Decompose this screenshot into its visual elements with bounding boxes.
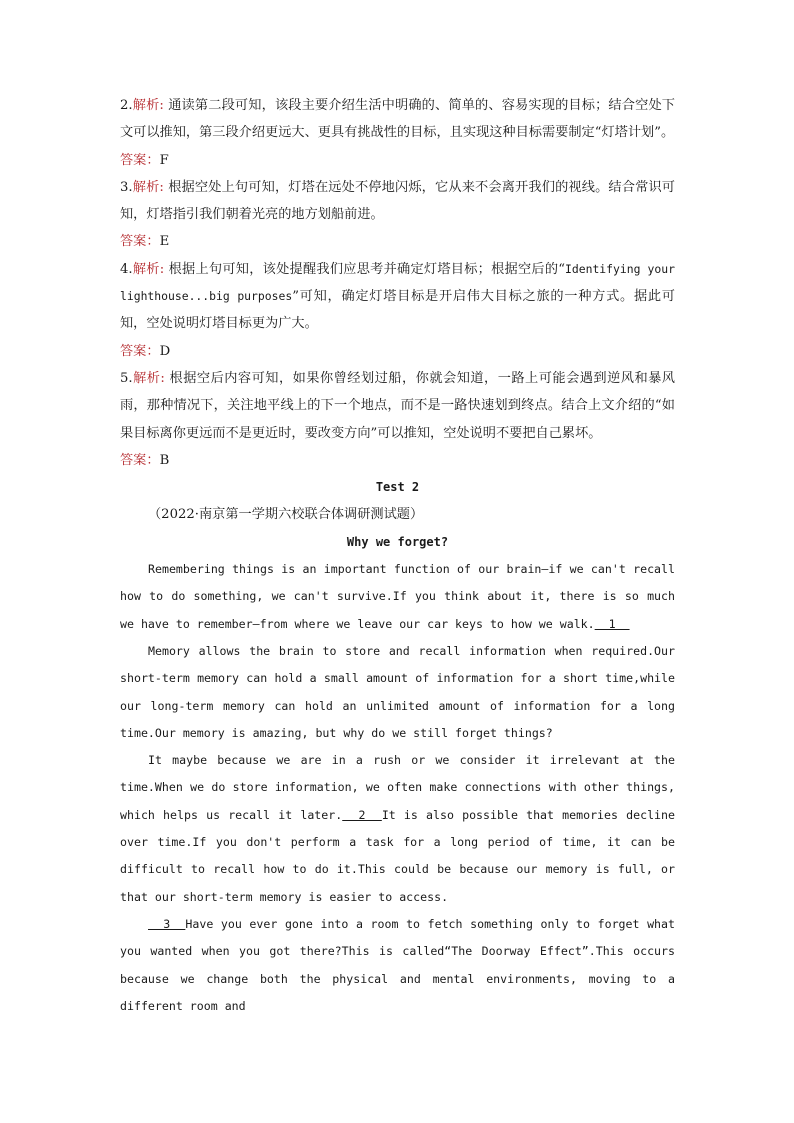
explanation-label: 解析: xyxy=(132,370,165,386)
explanation-label: 解析: xyxy=(132,98,164,113)
answer-2 xyxy=(120,147,675,174)
item-number: 5. xyxy=(120,370,133,386)
blank-1: 1 xyxy=(594,616,630,631)
passage-title: Why we forget? xyxy=(346,534,449,549)
item-number: 2. xyxy=(120,98,133,113)
explanation-text: ”可知，确定灯塔目标是开启伟大目标之旅的一种方式。据此可知，空处说明灯塔目标更为广大。 xyxy=(120,289,675,332)
explanation-4 xyxy=(120,256,675,338)
blank-3: 3 xyxy=(148,916,186,931)
test-source: （2022·南京第一学期六校联合体调研测试题） xyxy=(148,507,424,523)
item-number: 3. xyxy=(120,179,133,195)
answer-value: F xyxy=(159,152,169,168)
blank-2: 2 xyxy=(342,807,382,822)
answer-value: E xyxy=(159,234,170,250)
paragraph-text: It is also possible that memories decline over time.If you don't perform a task for a long period of time, it can be difficult to recall how to do it.This could be because our memory is full, or that our short-term memory is easier to access. xyxy=(120,807,675,904)
paragraph-text: It maybe because we are in a rush or we consider it irrelevant at the time.When we do store information, we often make connections with other things, which helps us recall it later. xyxy=(120,753,675,822)
answer-label: 答案： xyxy=(120,234,160,250)
quoted-english: Identifying your lighthouse...big purposes xyxy=(120,261,675,304)
explanation-5 xyxy=(120,365,675,447)
answer-label: 答案： xyxy=(120,343,160,359)
paragraph-4 xyxy=(120,911,675,1020)
paragraph-3 xyxy=(120,747,675,911)
explanation-3 xyxy=(120,174,675,229)
item-number: 4. xyxy=(120,261,133,277)
answer-value: B xyxy=(159,452,170,468)
paragraph-text: Remembering things is an important function of our brain—if we can't recall how to do something, we can't survive.If you think about it, there is so much we have to remember—from where we leave our car keys to how we walk. xyxy=(120,562,675,631)
answer-4 xyxy=(120,338,675,365)
explanation-text: 根据上句可知，该处提醒我们应思考并确定灯塔目标；根据空后的“ xyxy=(164,261,566,277)
test-heading: Test 2 xyxy=(375,480,420,495)
explanation-text: 通读第二段可知，该段主要介绍生活中明确的、简单的、容易实现的目标；结合空处下文可以推知，第三段介绍更远大、更具有挑战性的目标，且实现这种目标需要制定“灯塔计划”。 xyxy=(120,98,675,141)
explanation-2 xyxy=(120,92,675,147)
answer-5 xyxy=(120,447,675,474)
explanation-text: 根据空处上句可知，灯塔在远处不停地闪烁，它从来不会离开我们的视线。结合常识可知，灯塔指引我们朝着光亮的地方划船前进。 xyxy=(120,179,675,223)
explanation-label: 解析: xyxy=(132,179,164,195)
explanation-text: 根据空后内容可知，如果你曾经划过船，你就会知道，一路上可能会遇到逆风和暴风雨，那种情况下，关注地平线上的下一个地点，而不是一路快速划到终点。结合上文介绍的“如果目标离你更远而不是更近时，要改变方向”可以推知，空处说明不要把自己累坏。 xyxy=(120,370,675,441)
paragraph-2: Memory allows the brain to store and recall information when required.Our short-term memory can hold a small amount of information for a short time,while our long-term memory can hold an unlimited amount of information for a long time.Our memory is amazing, but why do we still forget things? xyxy=(120,643,675,740)
explanation-label: 解析: xyxy=(132,261,165,277)
paragraph-text: Have you ever gone into a room to fetch something only to forget what you wanted when you got there?This is called“The Doorway Effect”.This occurs because we change both the physical and mental environments, moving to a different room and xyxy=(120,916,676,1013)
paragraph-1 xyxy=(120,556,675,638)
answer-3 xyxy=(120,228,675,255)
answer-value: D xyxy=(159,343,171,359)
answer-label: 答案： xyxy=(120,152,160,168)
document-page xyxy=(120,92,675,1020)
answer-label: 答案： xyxy=(120,452,160,468)
